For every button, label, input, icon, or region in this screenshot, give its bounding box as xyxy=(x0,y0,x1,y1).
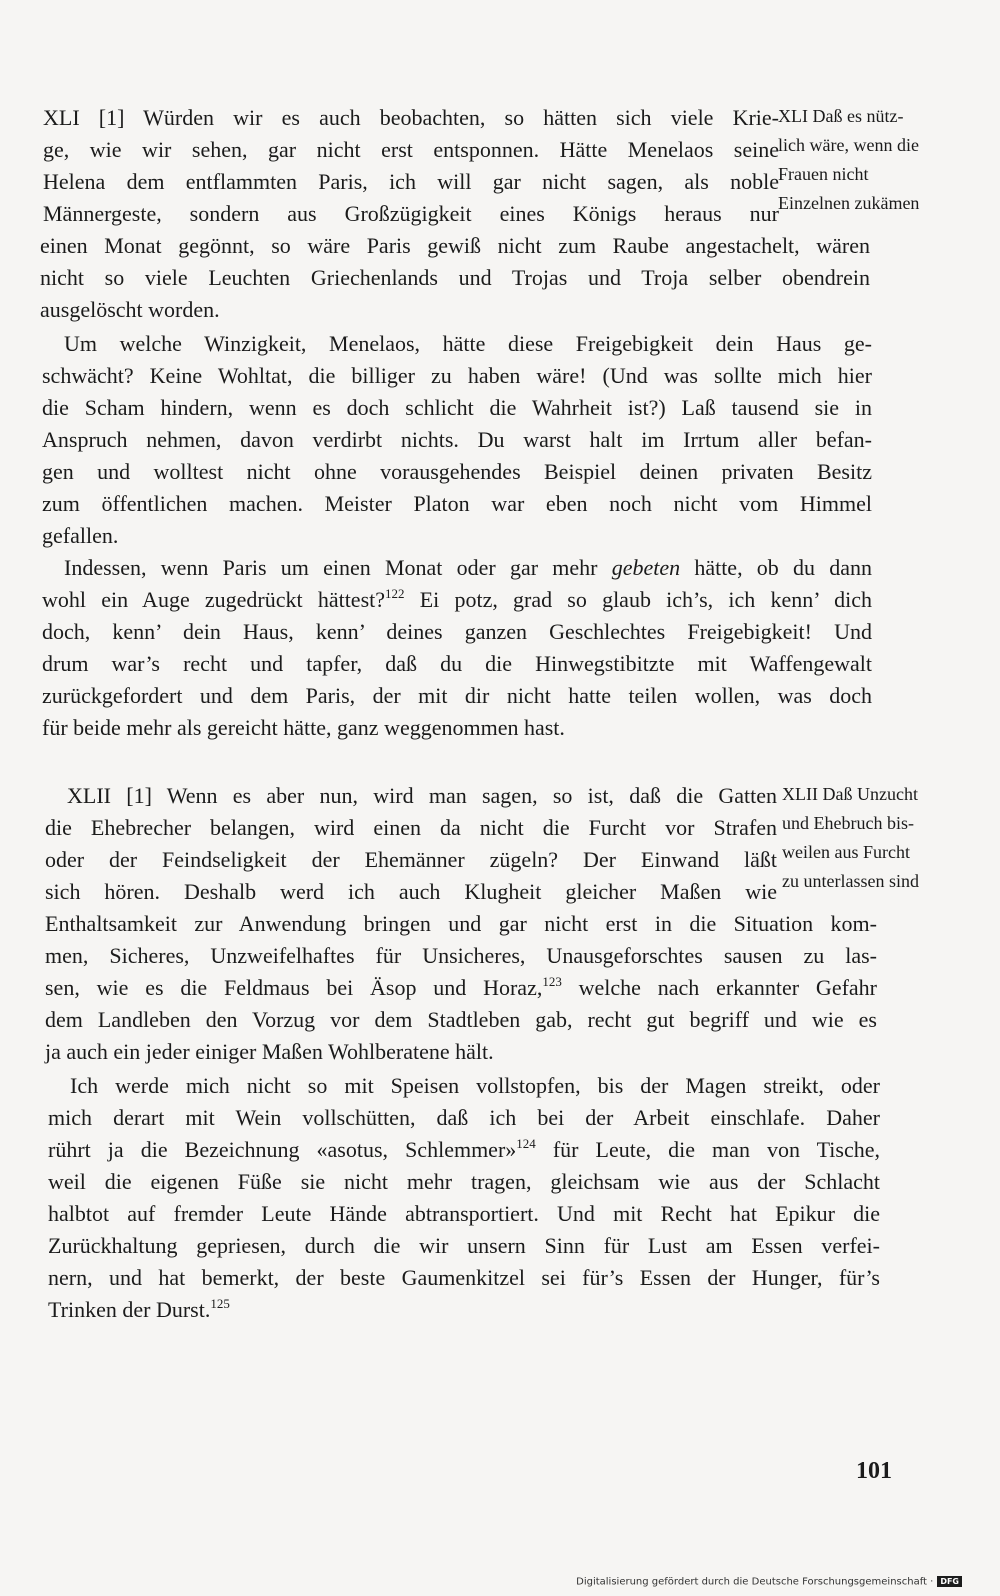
text-line xyxy=(42,584,872,616)
digitization-footer xyxy=(576,1576,962,1588)
text-line: für beide mehr als gereicht hätte, ganz weggenommen hast. xyxy=(42,715,565,740)
text-span: welche nach erkannter Gefahr xyxy=(561,975,878,1000)
text-line: ge, wie wir sehen, gar nicht erst entsponnen. Hätte Menelaos seine xyxy=(43,137,779,162)
text-span: hätte, ob du dann xyxy=(680,555,872,580)
text-span: Trinken der Durst. xyxy=(48,1297,211,1322)
page-number: 101 xyxy=(856,1458,892,1484)
text-span: für Leute, die man von Tische, xyxy=(535,1137,880,1162)
text-line: einen Monat gegönnt, so wäre Paris gewiß nicht zum Raube angestachelt, wären xyxy=(40,233,870,258)
text-line xyxy=(64,552,872,584)
margin-note-line: XLII Daß Unzucht xyxy=(782,784,918,804)
text-line: die Scham hindern, wenn es doch schlicht die Wahrheit ist?) Laß tausend sie in xyxy=(42,395,872,420)
footnote-ref-124: 124 xyxy=(516,1136,536,1151)
text-line: zurückgefordert und dem Paris, der mit dir nicht hatte teilen wollen, was doch xyxy=(42,683,872,708)
text-line: mich derart mit Wein vollschütten, daß ich bei der Arbeit einschlafe. Daher xyxy=(48,1105,880,1130)
text-line: oder der Feindseligkeit der Ehemänner zügeln? Der Einwand läßt xyxy=(45,847,777,872)
footnote-ref-123: 123 xyxy=(542,974,562,989)
footnote-ref-125: 125 xyxy=(210,1296,230,1311)
footer-text: Digitalisierung gefördert durch die Deutsche Forschungsgemeinschaft · xyxy=(576,1576,934,1588)
text-line: schwächt? Keine Wohltat, die billiger zu haben wäre! (Und was sollte mich hier xyxy=(42,363,872,388)
text-line: dem Landleben den Vorzug vor dem Stadtleben gab, recht gut begriff und wie es xyxy=(45,1007,877,1032)
text-line xyxy=(45,972,877,1004)
text-line: men, Sicheres, Unzweifelhaftes für Unsicheres, Unausgeforschtes sausen zu las- xyxy=(45,943,877,968)
text-line: sich hören. Deshalb werd ich auch Klugheit gleicher Maßen wie xyxy=(45,879,777,904)
text-span: rührt ja die Bezeichnung «asotus, Schlemmer» xyxy=(48,1137,517,1162)
margin-note-line: Einzelnen zukämen xyxy=(778,193,920,213)
text-line: gen und wolltest nicht ohne vorausgehendes Beispiel deinen privaten Besitz xyxy=(42,459,872,484)
text-span: sen, wie es die Feldmaus bei Äsop und Horaz, xyxy=(45,975,543,1000)
margin-note-line: lich wäre, wenn die xyxy=(778,135,919,155)
text-line: ja auch ein jeder einiger Maßen Wohlberatene hält. xyxy=(45,1039,494,1064)
text-line xyxy=(48,1294,230,1326)
text-span: Indessen, wenn Paris um einen Monat oder gar mehr xyxy=(64,555,612,580)
text-line: weil die eigenen Füße sie nicht mehr tragen, gleichsam wie aus der Schlacht xyxy=(48,1169,880,1194)
footnote-ref-122: 122 xyxy=(385,586,405,601)
margin-note-line: XLI Daß es nütz- xyxy=(778,106,904,126)
text-line: Ich werde mich nicht so mit Speisen vollstopfen, bis der Magen streikt, oder xyxy=(70,1073,880,1098)
text-line: nern, und hat bemerkt, der beste Gaumenkitzel sei für’s Essen der Hunger, für’s xyxy=(48,1265,880,1290)
text-span: Ei potz, grad so glaub ich’s, ich kenn’ dich xyxy=(404,587,872,612)
text-line: XLII [1] Wenn es aber nun, wird man sagen, so ist, daß die Gatten xyxy=(67,783,777,808)
text-line: halbtot auf fremder Leute Hände abtransportiert. Und mit Recht hat Epikur die xyxy=(48,1201,880,1226)
text-line: Um welche Winzigkeit, Menelaos, hätte diese Freigebigkeit dein Haus ge- xyxy=(64,331,872,356)
text-line: doch, kenn’ dein Haus, kenn’ deines ganzen Geschlechtes Freigebigkeit! Und xyxy=(42,619,872,644)
italic-word: gebeten xyxy=(611,555,681,580)
margin-note-line: weilen aus Furcht xyxy=(782,842,910,862)
text-span: wohl ein Auge zugedrückt hättest? xyxy=(42,587,386,612)
text-line: Helena dem entflammten Paris, ich will gar nicht sagen, als noble xyxy=(43,169,779,194)
margin-note-line: Frauen nicht xyxy=(778,164,869,184)
margin-note-line: zu unterlassen sind xyxy=(782,871,919,891)
text-line: XLI [1] Würden wir es auch beobachten, so hätten sich viele Krie- xyxy=(43,105,779,130)
text-line: zum öffentlichen machen. Meister Platon war eben noch nicht vom Himmel xyxy=(42,491,872,516)
text-line: Enthaltsamkeit zur Anwendung bringen und gar nicht erst in die Situation kom- xyxy=(45,911,877,936)
text-line: Männergeste, sondern aus Großzügigkeit eines Königs heraus nur xyxy=(43,201,779,226)
dfg-logo: DFG xyxy=(937,1576,962,1587)
margin-note-line: und Ehebruch bis- xyxy=(782,813,914,833)
text-line: Zurückhaltung gepriesen, durch die wir unsern Sinn für Lust am Essen verfei- xyxy=(48,1233,880,1258)
text-line xyxy=(48,1134,880,1166)
text-line: ausgelöscht worden. xyxy=(40,297,220,322)
text-line: nicht so viele Leuchten Griechenlands und Trojas und Troja selber obendrein xyxy=(40,265,870,290)
text-line: gefallen. xyxy=(42,523,119,548)
text-line: Anspruch nehmen, davon verdirbt nichts. Du warst halt im Irrtum aller befan- xyxy=(42,427,872,452)
text-line: die Ehebrecher belangen, wird einen da nicht die Furcht vor Strafen xyxy=(45,815,777,840)
text-line: drum war’s recht und tapfer, daß du die Hinwegstibitzte mit Waffengewalt xyxy=(42,651,872,676)
